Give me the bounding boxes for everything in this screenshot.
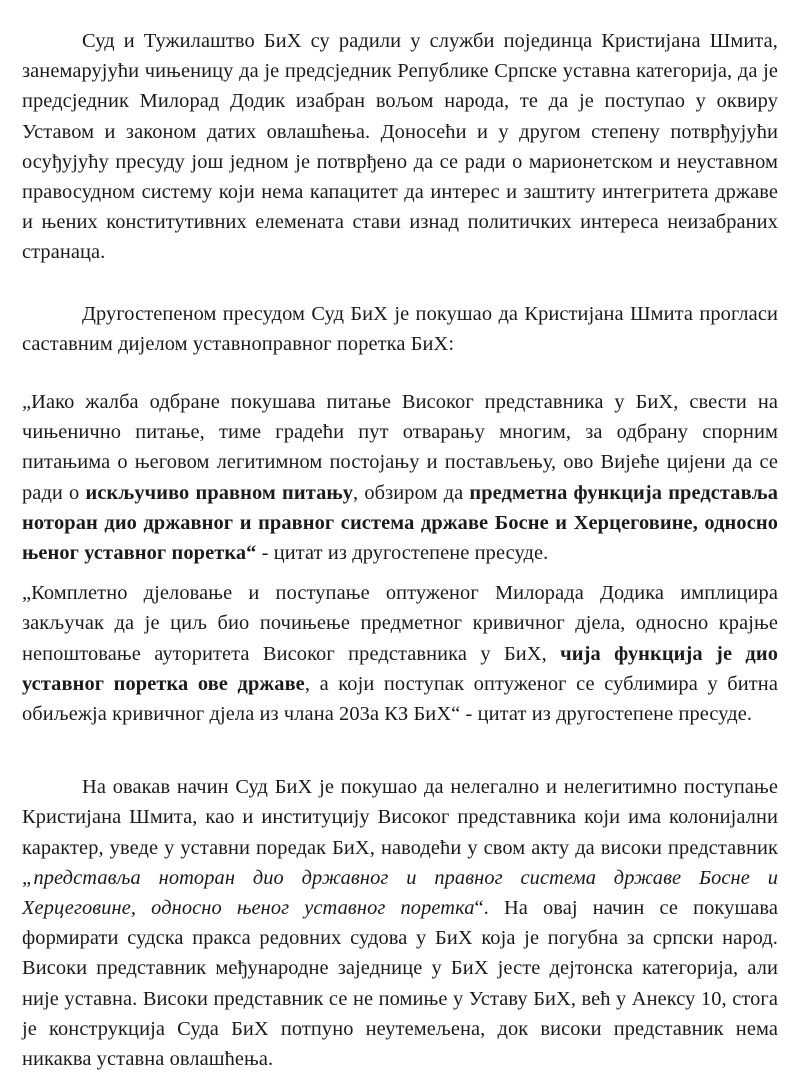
paragraph-2 xyxy=(22,299,778,359)
paragraph-1-text: Суд и Тужилаштво БиХ су радили у служби појединца Кристијана Шмита, занемарујући чињеницу да је предсједник Републике Српске уставна категорија, да је предсједник Милорад Додик изабран вољом народа, те да је поступао у оквиру Уставом и законом датих овлашћења. Доносећи и у другом степену потврђујући осуђујућу пресуду још једном је потврђено да се ради о марионетском и неуставном правосудном систему који нема капацитет да интерес и заштиту интегритета државе и њених конститутивних елемената стави изнад политичких интереса неизабраних странаца. xyxy=(22,30,778,264)
quote-1-bold-legal-question: искључиво правном питању xyxy=(85,481,354,504)
paragraph-2-text: Другостепеном пресудом Суд БиХ је покушао да Кристијана Шмита прогласи саставним дијелом уставноправног поретка БиХ: xyxy=(22,302,778,355)
quote-1-bold-function: предметна функција представља нотoран дио државног и правног система државе Босне и Херцеговине, односно њеног уставног поретка“ xyxy=(22,481,779,565)
quote-paragraph-2 xyxy=(22,578,778,729)
quote-1-text-c: , обзиром да xyxy=(353,481,470,504)
paragraph-5-text-a: На овакав начин Суд БиХ је покушао да нелегално и нелегитимно поступање Кристијана Шмита, као и институцију Високог представника који има колонијални карактер, уведе у уставни поредак БиХ, наводећи у свом акту да високи представник xyxy=(22,776,778,859)
quote-1-text-a: „Иако жалба одбране покушава питање Високог представника у БиХ, свести на чињенично питање, тиме градећи пут отварању многим, за одбрану спорним питањима о његовом легитимном постојању и постављењу, ово Вијеће цијени да се ради о xyxy=(22,391,778,504)
quote-1-text-d: - цитат из другостепене пресуде. xyxy=(256,542,549,565)
quote-2-text-c: , а који поступак оптуженог се сублимира у битна обиљежја кривичног дјела из члана 203а КЗ БиХ“ - цитат из другостепене пресуде. xyxy=(22,672,778,726)
quote-paragraph-1 xyxy=(22,387,778,568)
paragraph-5-italic-quote: „представља нотoран дио државног и правног система државе Босне и Херцеговине, односно њеног уставног поретка xyxy=(22,866,778,920)
quote-2-text-a: „Комплетно дјеловање и поступање оптуженог Милорада Додика имплицира закључак да је циљ био почињење предметног кривичног дјела, односно крајње непоштовање ауторитета Високог представника у БиХ, xyxy=(22,582,778,665)
paragraph-5-text-b: “. На овај начин се покушава формирати судска пракса редовних судова у БиХ која је погубна за српски народ. Високи представник међународне заједнице у БиХ јесте дејтонска категорија, али није уставна. Високи представник се не помиње у Уставу БиХ, већ у Анексу 10, стога је конструкција Суда БиХ потпуно неутемељена, док високи представник нема никаква уставна овлашћења. xyxy=(22,897,779,1071)
quote-2-bold-constitutional-order: чија функција је дио уставног поретка ове државе xyxy=(22,642,778,695)
paragraph-5 xyxy=(22,772,778,1074)
paragraph-1 xyxy=(22,26,778,268)
